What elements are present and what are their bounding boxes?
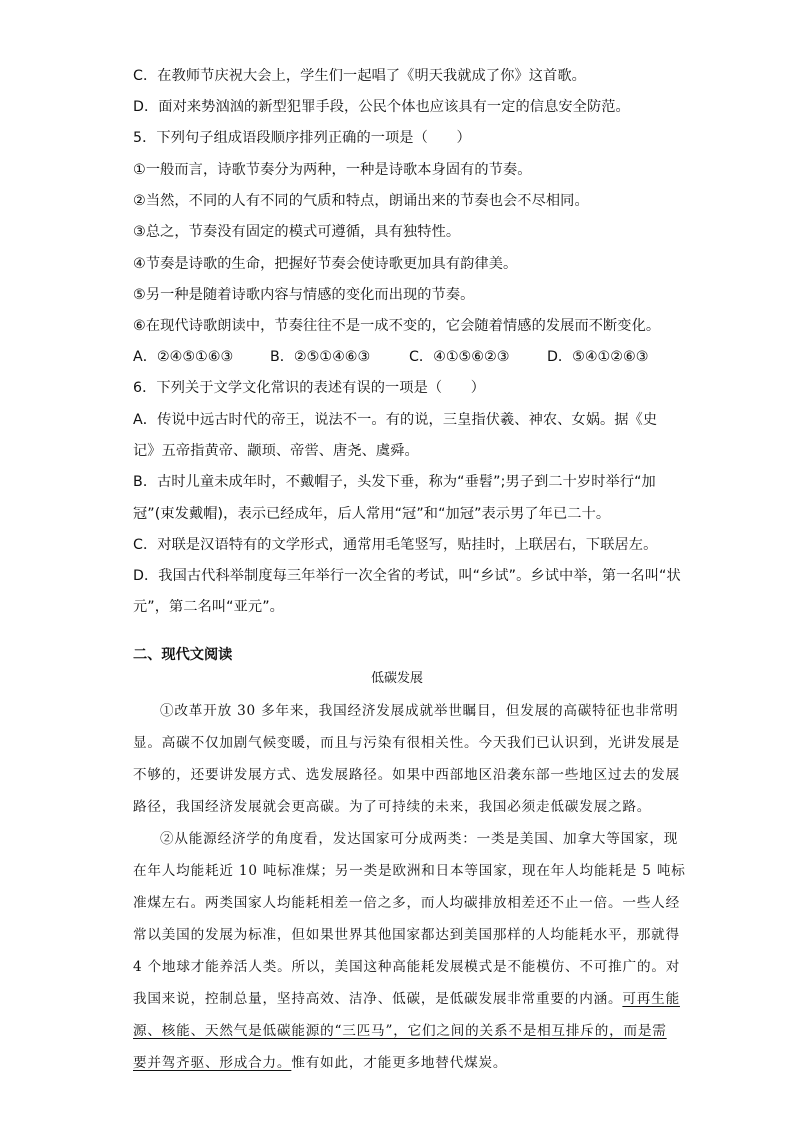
q6-option-d-line2: 元”，第二名叫“亚元”。 xyxy=(133,599,284,615)
q5-option-d: D．⑤④①②⑥③ xyxy=(547,349,649,365)
p2-line-8 xyxy=(133,1053,660,1073)
passage-title: 低碳发展 xyxy=(370,671,423,686)
q4-option-d: D．面对来势汹汹的新型犯罪手段，公民个体也应该具有一定的信息安全防范。 xyxy=(133,99,630,115)
p2-line-8-text: 惟有如此，才能更多地替代煤炭。 xyxy=(291,1055,508,1071)
p2-line-1: ②从能源经济学的角度看，发达国家可分成两类：一类是美国、加拿大等国家，现 xyxy=(160,831,679,847)
q5-sentence-5: ⑤另一种是随着诗歌内容与情感的变化而出现的节奏。 xyxy=(133,287,475,303)
p2-line-8-underlined: 要并驾齐驱、形成合力。 xyxy=(133,1055,292,1071)
q6-option-d-line1: D．我国古代科举制度每三年举行一次全省的考试，叫“乡试”。乡试中举，第一名叫“状 xyxy=(133,568,681,584)
q4-option-c: C．在教师节庆祝大会上，学生们一起唱了《明天我就成了你》这首歌。 xyxy=(133,68,586,84)
p2-line-6-text: 我国来说，控制总量，坚持高效、洁净、低碳，是低碳发展非常重要的内涵。 xyxy=(133,991,623,1007)
q5-sentence-2: ②当然，不同的人有不同的气质和特点，朗诵出来的节奏也会不尽相同。 xyxy=(133,193,589,209)
p2-line-6-underlined: 可再生能 xyxy=(622,991,680,1007)
p1-line-3: 不够的，还要讲发展方式、选发展路径。如果中西部地区沿袭东部一些地区过去的发展 xyxy=(133,767,680,783)
p2-line-5: 4 个地球才能养活人类。所以，美国这种高能耗发展模式是不能模仿、不可推广的。对 xyxy=(133,959,681,975)
q6-option-a-line2: 记》五帝指黄帝、颛顼、帝喾、唐尧、虞舜。 xyxy=(133,443,419,459)
q6-option-b-line1: B．古时儿童未成年时，不戴帽子，头发下垂，称为“垂髫”;男子到二十岁时举行“加 xyxy=(133,474,656,490)
p2-line-2: 在年人均能耗近 10 吨标准煤；另一类是欧洲和日本等国家，现在年人均能耗是 5 吨标 xyxy=(133,863,686,879)
p2-line-7 xyxy=(133,1021,667,1041)
p1-line-4: 路径，我国经济发展就会更高碳。为了可持续的未来，我国必须走低碳发展之路。 xyxy=(133,799,652,815)
q5-option-b: B．②⑤①④⑥③ xyxy=(270,349,371,365)
p1-line-1: ①改革开放 30 多年来，我国经济发展成就举世瞩目，但发展的高碳特征也非常明 xyxy=(160,703,679,719)
section-heading: 二、现代文阅读 xyxy=(133,647,233,663)
p2-line-3: 准煤左右。两类国家人均能耗相差一倍之多，而人均碳排放相差还不止一倍。一些人经 xyxy=(133,895,680,911)
q5-option-c: C．④①⑤⑥②③ xyxy=(409,349,510,365)
q5-sentence-3: ③总之，节奏没有固定的模式可遵循，具有独特性。 xyxy=(133,224,461,240)
q5-option-a: A．②④⑤①⑥③ xyxy=(133,349,234,365)
p2-line-4: 常以美国的发展为标准，但如果世界其他国家都达到美国那样的人均能耗水平，那就得 xyxy=(133,927,680,943)
q6-option-c: C．对联是汉语特有的文学形式，通常用毛笔竖写，贴挂时，上联居右，下联居左。 xyxy=(133,537,658,553)
q6-option-a-line1: A．传说中远古时代的帝王，说法不一。有的说，三皇指伏羲、神农、女娲。据《史 xyxy=(133,412,658,428)
q5-sentence-4: ④节奏是诗歌的生命，把握好节奏会使诗歌更加具有韵律美。 xyxy=(133,256,518,272)
p2-line-7-underlined: 源、核能、天然气是低碳能源的“三匹马”，它们之间的关系不是相互排斥的，而是需 xyxy=(133,1023,667,1039)
p2-line-6 xyxy=(133,989,680,1009)
p1-line-2: 显。高碳不仅加剧气候变暖，而且与污染有很相关性。今天我们已认识到，光讲发展是 xyxy=(133,735,680,751)
q5-sentence-6: ⑥在现代诗歌朗读中，节奏往往不是一成不变的，它会随着情感的发展而不断变化。 xyxy=(133,318,661,334)
q6-option-b-line2: 冠”(束发戴帽)，表示已经成年，后人常用“冠”和“加冠”表示男了年已二十。 xyxy=(133,506,611,522)
q6-stem: 6．下列关于文学文化常识的表述有误的一项是（ ） xyxy=(133,380,486,396)
q5-stem: 5．下列句子组成语段顺序排列正确的一项是（ ） xyxy=(133,130,471,146)
q5-sentence-1: ①一般而言，诗歌节奏分为两种，一种是诗歌本身固有的节奏。 xyxy=(133,162,532,178)
